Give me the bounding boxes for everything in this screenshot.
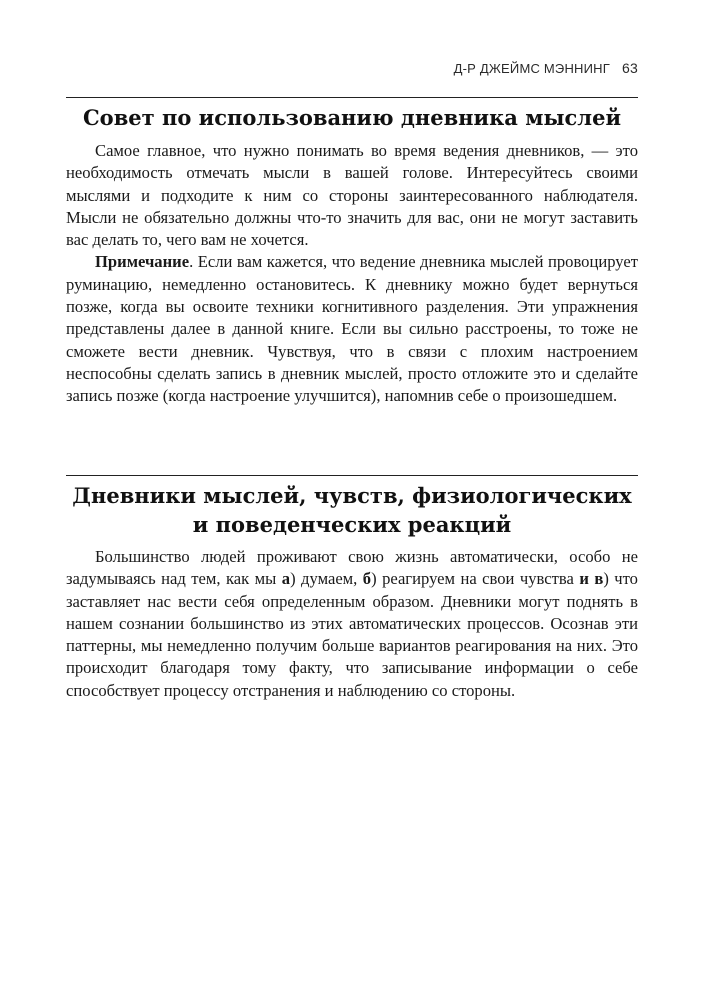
section-divider <box>66 97 638 98</box>
list-label: б <box>362 569 372 589</box>
note-text: . Если вам кажется, что ведение дневника мыслей провоцирует руминацию, немедленно остановитесь. К дневнику можно будет вернуться позже, когда вы освоите техники когнитивного разделения. Эти упражнения представлены далее в данной книге. Если вы сильно расстроены, то тоже не сможете вести дневник. Чувствуя, что в связи с плохим настроением неспособны сделать запись в дневник мыслей, просто отложите это и сделайте запись позже (когда настроение улучшится), напомнив себе о произошедшем. <box>66 252 638 406</box>
section-divider <box>66 475 638 476</box>
list-label: а <box>281 569 291 589</box>
section-title <box>66 481 638 539</box>
text-run: ) реагируем на свои чувства <box>371 569 580 589</box>
note-paragraph <box>66 251 638 407</box>
section-title: Совет по использованию дневника мыслей <box>82 105 622 130</box>
page-number: 63 <box>622 60 638 76</box>
section-title-line: Дневники мыслей, чувств, физиологических <box>72 483 632 508</box>
text-run: Большинство людей проживают свою жизнь автоматически, особо не задумываясь над тем, как мы <box>66 547 638 589</box>
section-body <box>66 140 638 408</box>
section-body <box>66 546 638 702</box>
paragraph: Самое главное, что нужно понимать во время ведения дневников, — это необходимость отмечать мысли в вашей голове. Интересуйтесь своими мыслями и подходите к ним со стороны заинтересованного наблюдателя. Мысли не обязательно должны что-то значить для вас, они не могут заставить вас делать то, чего вам не хочется. <box>66 141 638 250</box>
paragraph <box>66 546 638 702</box>
section-title-line: и поведенческих реакций <box>192 512 512 537</box>
list-label: и в <box>579 569 604 589</box>
text-run: ) что заставляет нас вести себя определенным образом. Дневники могут поднять в нашем сознании большинство из этих автоматических процессов. Осознав эти паттерны, мы немедленно получим больше вариантов реагирования на них. Это происходит благодаря тому факту, что записывание информации о себе способствует процессу отстранения и наблюдению со стороны. <box>66 569 638 700</box>
running-header <box>454 60 638 76</box>
note-label: Примечание <box>95 252 190 272</box>
text-run: ) думаем, <box>290 569 363 589</box>
author-name: Д-Р ДЖЕЙМС МЭННИНГ <box>453 61 611 76</box>
